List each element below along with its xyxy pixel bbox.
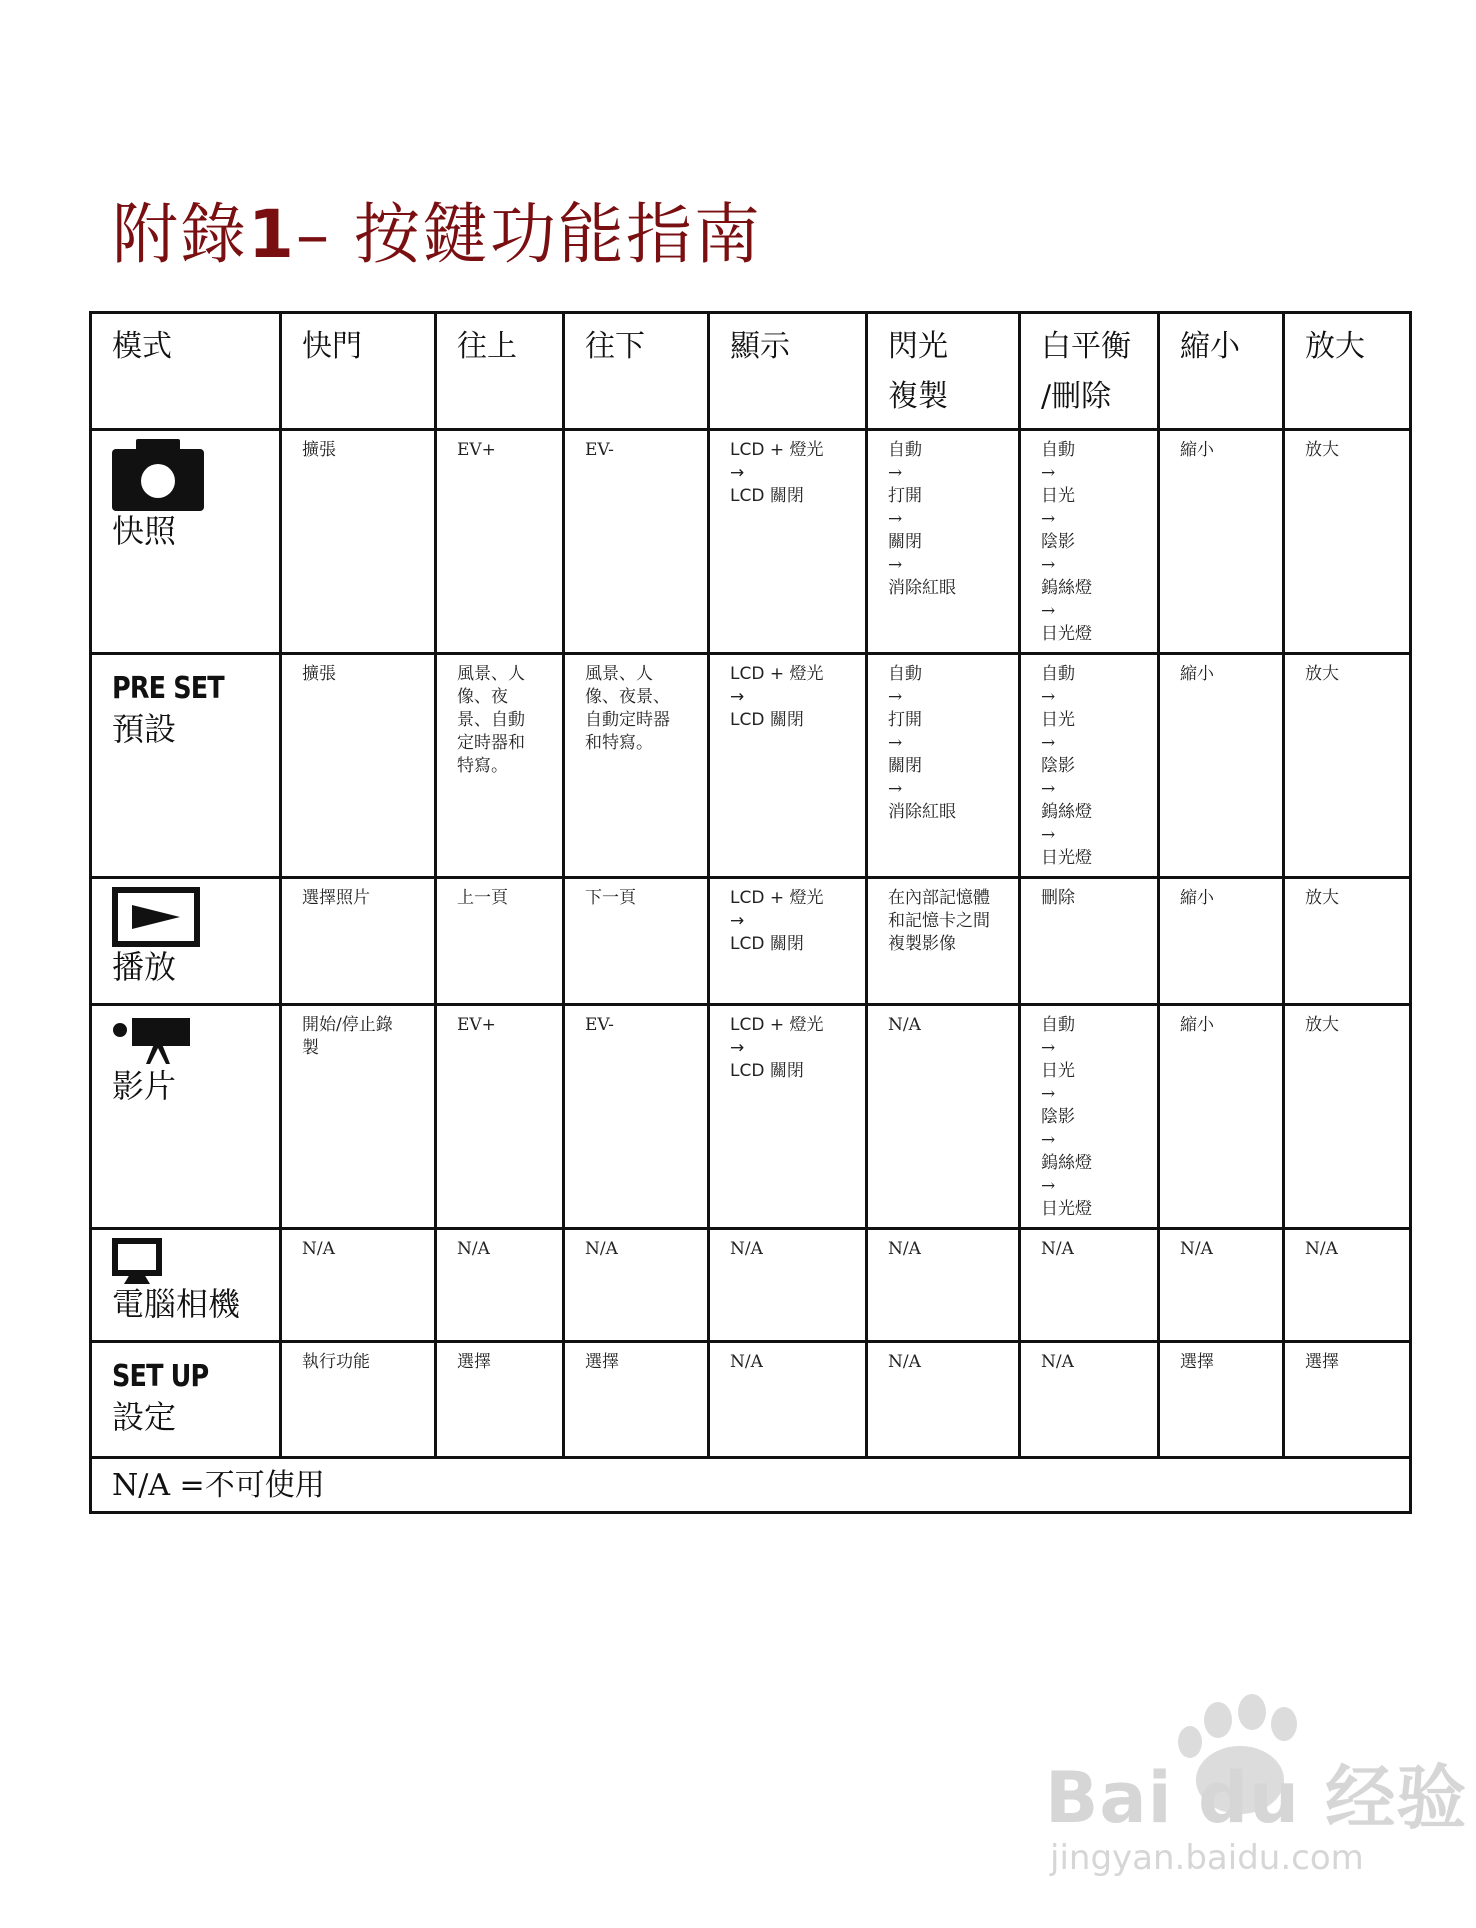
- cell-line: 陰影: [1041, 756, 1075, 776]
- video-camera-icon: [112, 1014, 192, 1066]
- table-cell: [564, 654, 709, 878]
- cell-line: 打開: [888, 486, 922, 506]
- cell-line: N/A: [585, 1239, 618, 1259]
- cell-line: 自動: [888, 664, 922, 684]
- cell-line: 消除紅眼: [888, 578, 956, 598]
- cell-line: →: [888, 687, 903, 707]
- cell-line: 顯示: [730, 329, 790, 364]
- table-cell: [281, 1229, 436, 1342]
- table-cell: [564, 878, 709, 1005]
- table-cell: [1159, 430, 1284, 654]
- cell-line: 像、夜景、: [585, 687, 670, 707]
- table-cell: [709, 878, 867, 1005]
- table-cell: [1020, 1229, 1159, 1342]
- cell-line: 縮小: [1180, 1015, 1214, 1035]
- cell-line: →: [888, 509, 903, 529]
- mode-cell: [91, 1342, 281, 1458]
- title-prefix: 附錄: [112, 196, 248, 273]
- cell-line: →: [1041, 1130, 1056, 1150]
- cell-line: 執行功能: [302, 1352, 370, 1372]
- cell-line: LCD 關閉: [730, 1061, 804, 1081]
- mode-cell: [91, 878, 281, 1005]
- cell-line: N/A: [457, 1239, 490, 1259]
- table-cell: [1020, 1342, 1159, 1458]
- table-cell: [1159, 1342, 1284, 1458]
- cell-line: 鎢絲燈: [1041, 802, 1092, 822]
- table-cell: [1284, 430, 1411, 654]
- cell-line: 像、夜: [457, 687, 508, 707]
- title-number: 1: [248, 196, 296, 273]
- cell-line: 開始/停止錄: [302, 1015, 393, 1035]
- cell-line: 放大: [1305, 888, 1339, 908]
- cell-line: 陰影: [1041, 532, 1075, 552]
- cell-line: LCD 關閉: [730, 934, 804, 954]
- cell-line: 複製影像: [888, 934, 956, 954]
- cell-line: →: [1041, 555, 1056, 575]
- cell-line: 選擇: [457, 1352, 491, 1372]
- mode-row-video: [91, 1005, 1411, 1229]
- table-cell: [281, 1342, 436, 1458]
- mode-tag: SET UP: [112, 1359, 209, 1394]
- camera-icon: [112, 439, 204, 511]
- cell-line: →: [730, 687, 745, 707]
- cell-line: 特寫。: [457, 756, 508, 776]
- cell-line: N/A: [302, 1239, 335, 1259]
- table-cell: [709, 654, 867, 878]
- cell-line: →: [888, 779, 903, 799]
- table-cell: [436, 1229, 564, 1342]
- cell-line: 往上: [457, 329, 517, 364]
- table-cell: [867, 1005, 1020, 1229]
- cell-line: EV+: [457, 1015, 496, 1035]
- header-cell: [281, 313, 436, 430]
- cell-line: →: [1041, 463, 1056, 483]
- table-cell: [1159, 1229, 1284, 1342]
- header-cell: [709, 313, 867, 430]
- table-cell: [436, 878, 564, 1005]
- cell-line: →: [1041, 509, 1056, 529]
- cell-line: EV-: [585, 1015, 614, 1035]
- cell-line: 選擇照片: [302, 888, 370, 908]
- watermark-brand: Bai du 经验: [1045, 1757, 1468, 1839]
- cell-line: 閃光: [888, 329, 948, 364]
- table-cell: [1284, 654, 1411, 878]
- cell-line: 日光: [1041, 1061, 1075, 1081]
- cell-line: 定時器和: [457, 733, 525, 753]
- cell-line: 放大: [1305, 329, 1365, 364]
- table-cell: [564, 1229, 709, 1342]
- cell-line: 放大: [1305, 664, 1339, 684]
- cell-line: →: [730, 463, 745, 483]
- cell-line: 刪除: [1041, 888, 1075, 908]
- cell-line: 放大: [1305, 1015, 1339, 1035]
- cell-line: 選擇: [1180, 1352, 1214, 1372]
- cell-line: 日光: [1041, 486, 1075, 506]
- page-title: [112, 196, 762, 273]
- header-cell: [1284, 313, 1411, 430]
- mode-label: 預設: [112, 710, 177, 748]
- cell-line: N/A: [888, 1239, 921, 1259]
- table-cell: [709, 430, 867, 654]
- table-cell: [1284, 1229, 1411, 1342]
- cell-line: 自動定時器: [585, 710, 670, 730]
- button-function-table: [89, 311, 1412, 1514]
- cell-line: →: [1041, 1084, 1056, 1104]
- cell-line: 關閉: [888, 532, 922, 552]
- table-cell: [1159, 654, 1284, 878]
- cell-line: →: [1041, 1038, 1056, 1058]
- watermark-url: jingyan.baidu.com: [1050, 1838, 1364, 1878]
- mode-cell: [91, 1005, 281, 1229]
- mode-tag: PRE SET: [112, 671, 224, 706]
- cell-line: EV-: [585, 440, 614, 460]
- table-cell: [436, 430, 564, 654]
- title-suffix: – 按鍵功能指南: [295, 196, 762, 273]
- table-cell: [436, 1342, 564, 1458]
- cell-line: 鎢絲燈: [1041, 578, 1092, 598]
- cell-line: N/A: [1041, 1352, 1074, 1372]
- footnote-row: [91, 1458, 1411, 1513]
- cell-line: LCD 關閉: [730, 486, 804, 506]
- playback-icon: [112, 887, 200, 947]
- cell-line: 下一頁: [585, 888, 636, 908]
- mode-cell: [91, 430, 281, 654]
- cell-line: 自動: [1041, 664, 1075, 684]
- mode-row-snapshot: [91, 430, 1411, 654]
- table-cell: [1159, 1005, 1284, 1229]
- table-cell: [281, 654, 436, 878]
- cell-line: 製: [302, 1038, 319, 1058]
- cell-line: 日光燈: [1041, 624, 1092, 644]
- mode-row-setup: [91, 1342, 1411, 1458]
- table-cell: [1020, 1005, 1159, 1229]
- cell-line: N/A: [1305, 1239, 1338, 1259]
- cell-line: 白平衡: [1041, 329, 1131, 364]
- cell-line: 和記憶卡之間: [888, 911, 990, 931]
- table-cell: [709, 1229, 867, 1342]
- cell-line: N/A: [1041, 1239, 1074, 1259]
- cell-line: LCD + 燈光: [730, 440, 824, 460]
- cell-line: N/A: [1180, 1239, 1213, 1259]
- cell-line: 縮小: [1180, 888, 1214, 908]
- cell-line: 擴張: [302, 664, 336, 684]
- cell-line: 縮小: [1180, 440, 1214, 460]
- cell-line: 和特寫。: [585, 733, 653, 753]
- mode-label: 影片: [112, 1067, 177, 1105]
- cell-line: →: [1041, 601, 1056, 621]
- header-cell: [436, 313, 564, 430]
- cell-line: 縮小: [1180, 664, 1214, 684]
- cell-line: 景、自動: [457, 710, 525, 730]
- cell-line: →: [1041, 733, 1056, 753]
- cell-line: /刪除: [1041, 379, 1112, 414]
- mode-label: 設定: [112, 1398, 177, 1436]
- cell-line: →: [888, 555, 903, 575]
- cell-line: →: [730, 911, 745, 931]
- table-cell: [564, 430, 709, 654]
- cell-line: 選擇: [1305, 1352, 1339, 1372]
- table-cell: [709, 1005, 867, 1229]
- cell-line: 自動: [888, 440, 922, 460]
- mode-row-playback: [91, 878, 1411, 1005]
- cell-line: 鎢絲燈: [1041, 1153, 1092, 1173]
- table-cell: [281, 1005, 436, 1229]
- table-cell: [867, 1229, 1020, 1342]
- cell-line: 上一頁: [457, 888, 508, 908]
- header-cell: [1159, 313, 1284, 430]
- table-cell: [709, 1342, 867, 1458]
- mode-row-preset: [91, 654, 1411, 878]
- cell-line: 快門: [302, 329, 362, 364]
- header-row: [91, 313, 1411, 430]
- header-cell: [564, 313, 709, 430]
- table-cell: [867, 1342, 1020, 1458]
- table-cell: [1284, 1342, 1411, 1458]
- cell-line: 複製: [888, 379, 948, 414]
- mode-cell: [91, 1229, 281, 1342]
- table-cell: [867, 878, 1020, 1005]
- cell-line: 擴張: [302, 440, 336, 460]
- cell-line: →: [1041, 779, 1056, 799]
- table-cell: [1159, 878, 1284, 1005]
- table-cell: [436, 654, 564, 878]
- cell-line: →: [888, 733, 903, 753]
- cell-line: 消除紅眼: [888, 802, 956, 822]
- header-cell: [91, 313, 281, 430]
- cell-line: 選擇: [585, 1352, 619, 1372]
- cell-line: 自動: [1041, 440, 1075, 460]
- cell-line: 縮小: [1180, 329, 1240, 364]
- table-cell: [867, 430, 1020, 654]
- cell-line: N/A: [730, 1239, 763, 1259]
- table-cell: [1284, 1005, 1411, 1229]
- cell-line: LCD + 燈光: [730, 1015, 824, 1035]
- table-cell: [281, 430, 436, 654]
- cell-line: N/A: [888, 1015, 921, 1035]
- table-cell: [564, 1342, 709, 1458]
- cell-line: LCD + 燈光: [730, 888, 824, 908]
- cell-line: 打開: [888, 710, 922, 730]
- table-cell: [1020, 878, 1159, 1005]
- cell-line: N/A: [730, 1352, 763, 1372]
- cell-line: N/A: [888, 1352, 921, 1372]
- table-cell: [564, 1005, 709, 1229]
- mode-row-pc-camera: [91, 1229, 1411, 1342]
- cell-line: →: [1041, 825, 1056, 845]
- mode-label: 快照: [112, 512, 177, 550]
- header-cell: [867, 313, 1020, 430]
- header-cell: [1020, 313, 1159, 430]
- footnote: N/A =不可使用: [91, 1458, 1411, 1513]
- cell-line: →: [1041, 687, 1056, 707]
- cell-line: 放大: [1305, 440, 1339, 460]
- cell-line: LCD + 燈光: [730, 664, 824, 684]
- cell-line: LCD 關閉: [730, 710, 804, 730]
- mode-label: 電腦相機: [112, 1285, 241, 1323]
- cell-line: 風景、人: [585, 664, 653, 684]
- cell-line: 關閉: [888, 756, 922, 776]
- cell-line: 風景、人: [457, 664, 525, 684]
- cell-line: →: [1041, 1176, 1056, 1196]
- cell-line: 在內部記憶體: [888, 888, 990, 908]
- cell-line: →: [888, 463, 903, 483]
- table-cell: [436, 1005, 564, 1229]
- table-cell: [1020, 430, 1159, 654]
- mode-cell: [91, 654, 281, 878]
- table-cell: [1284, 878, 1411, 1005]
- table-cell: [867, 654, 1020, 878]
- cell-line: 自動: [1041, 1015, 1075, 1035]
- cell-line: →: [730, 1038, 745, 1058]
- cell-line: 陰影: [1041, 1107, 1075, 1127]
- cell-line: 日光: [1041, 710, 1075, 730]
- cell-line: 日光燈: [1041, 1199, 1092, 1219]
- table-cell: [281, 878, 436, 1005]
- monitor-icon: [112, 1238, 162, 1284]
- cell-line: 模式: [112, 329, 172, 364]
- cell-line: 日光燈: [1041, 848, 1092, 868]
- cell-line: EV+: [457, 440, 496, 460]
- cell-line: 往下: [585, 329, 645, 364]
- table-cell: [1020, 654, 1159, 878]
- mode-label: 播放: [112, 948, 177, 986]
